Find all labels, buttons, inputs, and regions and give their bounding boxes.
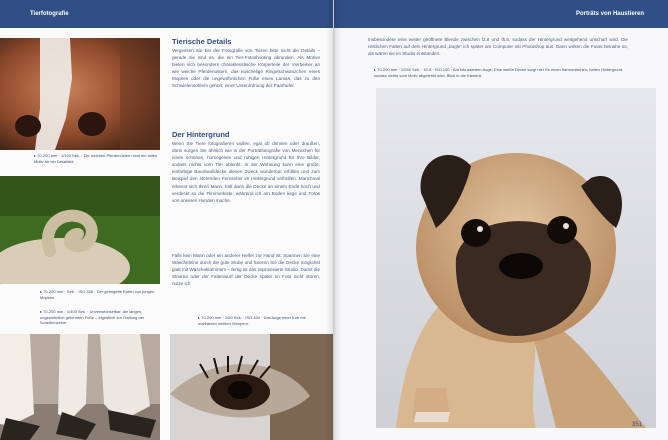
caption-pug-tail: ▸ 70-200 mm · Sek. · ISO 400 · Der geringelte Ruten von jungen Mopses. <box>40 289 155 300</box>
heading-tierische-details: Tierische Details <box>172 37 232 46</box>
llama-feet-photo <box>0 334 160 440</box>
caption-pug-portrait: ▸ 70-200 mm · 1/250 Sek. · f/2.8 · ISO 100 · Am fokussierten Auge: Eine weiße Decke sorgt hier für einen harmonischen, hellen Hintergrund, sodass nichts vom Motiv abgelenkt wird. Blick in die Kamera. <box>374 67 624 78</box>
right-running-header: Porträts von Haustieren <box>334 0 668 28</box>
caption-cow-eye: ▸ 70-200 mm · 1/60 Sek. · ISO 400 · Das Auge einer Kuh mit markanten weißen Wimpern. <box>198 315 306 326</box>
cow-eye-photo <box>170 334 333 440</box>
body-der-hintergrund-continued: Falls kein Mann oder ein anderer Helfer zur Hand ist: Spannen Sie eine Wäscheleine durch die gute Stube und fixieren Sie die Decke möglichst glatt mit Wäscheklammern – fertig ist das improvisierte Studio. Damit die Struktur oder der Faltenwurf der Decke später im Foto nicht stören, nutze ich <box>172 253 320 287</box>
book-gutter <box>326 0 342 440</box>
page-number: 351 <box>631 422 642 428</box>
right-page <box>334 0 668 440</box>
caption-horse: ▸ 70-200 mm · 1/320 Sek. · Die weichen Pferdenüstern sind ein tolles Motiv für ein Detailbild. <box>34 153 157 164</box>
body-tierische-details: Vergessen Sie bei der Fotografie von Tieren bitte nicht die Details – gerade sie sind es, die ein Tier-Fotoshooting abrunden. Als Motive bieten sich besonders charakteristische Körperteile der Vierbeiner an wie weiche Pferdenüstern, das kuschelige Ringelschwänzchen eines Mopses oder die ungewöhnlichen Füße eines Lamas, das zu den Schwielensohlern gehört, einer Unterordnung der Paarhufer. <box>172 48 320 89</box>
caption-llama-feet: ▸ 70-200 mm · 1/400 Sek. · Unverwechselbar: die langen, ungewöhnlich geformten Füße – eigentlich zur Gattung der Scheibenzeher <box>40 309 145 325</box>
right-body-text: Insbesondere eine weiter geöffnete Blende zwischen f2.8 und f5.6, sodass der Hintergrund weitgehend unscharf wird. Die restlichen Falten auf dem Hintergrund „bügle“ ich später am Computer mit Photoshop aus. Dann wirken die Fotos beinahe so, als wären sie im Studio entstanden. <box>368 37 628 57</box>
body-der-hintergrund: Wenn Sie Tiere fotografieren wollen, egal ob drinnen oder draußen, dann sorgen Sie ähnlich wie in der Porträtfotografie von Menschen für einen schönen, homogenen und ruhigen Hintergrund für Ihre Bilder, sodass nichts vom Tier ablenkt. In der Wohnung kann eine große, einfarbige Baumwolldecke diesen Zweck wunderbar erfüllen und zum Beispiel den störenden Fernseher im Hintergrund verhüllen. Manchmal erkennt sich Ihren Mann, hält dann die Decke an einem Ende hoch und verdeckt so die Flimmerkiste, während ich am Boden liege und Fotos von unseren Hunden mache. <box>172 141 320 203</box>
horse-nose-photo <box>0 38 160 150</box>
left-running-header: Tierfotografie <box>0 0 333 28</box>
caption-marker-icon: ▸ <box>34 153 38 158</box>
pug-portrait-photo <box>376 88 656 428</box>
heading-der-hintergrund: Der Hintergrund <box>172 130 230 139</box>
left-page <box>0 0 333 440</box>
pug-tail-photo <box>0 176 160 284</box>
